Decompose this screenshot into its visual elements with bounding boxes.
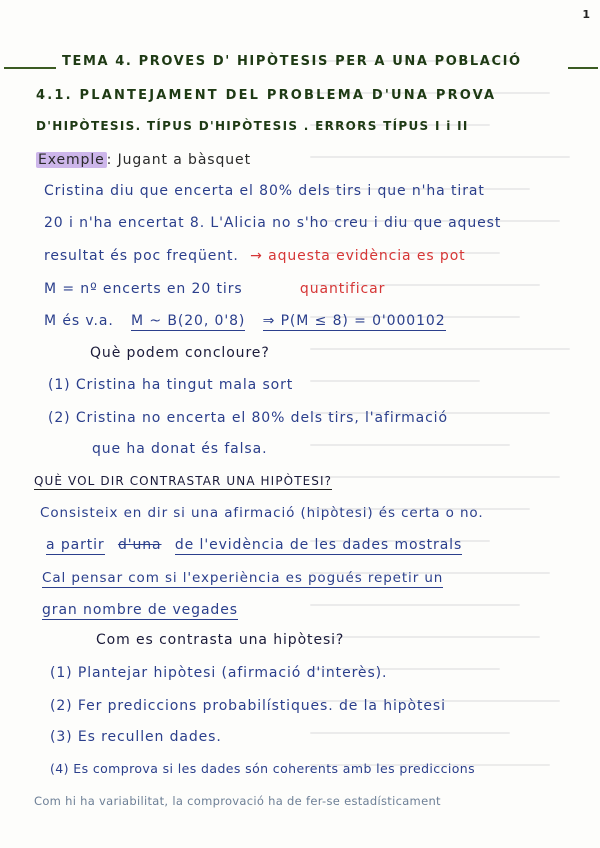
arrow-note: → aquesta evidència es pot (250, 248, 466, 264)
example-line6 (44, 313, 446, 329)
contrast-heading: QUÈ VOL DIR CONTRASTAR UNA HIPÒTESI? (34, 474, 333, 488)
example-line2: Cristina diu que encerta el 80% dels tirs i que n'ha tirat (44, 183, 485, 199)
title-rule-left (4, 67, 56, 69)
section-heading-line1: 4.1. PLANTEJAMENT DEL PROBLEMA D'UNA PROVA (36, 88, 497, 103)
step-3: (3) Es recullen dades. (50, 729, 222, 745)
page-title: TEMA 4. PROVES D' HIPÒTESIS PER A UNA POBLACIÓ (62, 54, 522, 69)
contrast-line3: Cal pensar com si l'experiència es pogués repetir un (42, 570, 444, 586)
random-variable-label: M és v.a. (44, 313, 114, 329)
bleed-through-lines (300, 60, 600, 800)
conclusion-1: (1) Cristina ha tingut mala sort (48, 377, 294, 393)
example-intro: : Jugant a bàsquet (106, 152, 251, 168)
example-line3: 20 i n'ha encertat 8. L'Alicia no s'ho creu i diu que aquest (44, 215, 502, 231)
step-2: (2) Fer prediccions probabilístiques. de la hipòtesi (50, 698, 446, 714)
contrast-line4: gran nombre de vegades (42, 602, 238, 618)
example-line1 (36, 152, 251, 168)
contrast-line2 (46, 537, 462, 553)
example-line5 (44, 281, 385, 297)
conclusion-2: (2) Cristina no encerta el 80% dels tirs, l'afirmació (48, 410, 448, 426)
binomial-model: M ~ B(20, 0'8) (131, 313, 246, 329)
section-heading-line2: D'HIPÒTESIS. TÍPUS D'HIPÒTESIS . ERRORS TÍPUS I i II (36, 119, 469, 133)
example-line4 (44, 248, 466, 264)
example-tag: Exemple (38, 152, 105, 168)
page-number: 1 (582, 8, 590, 21)
variable-definition: M = nº encerts en 20 tirs (44, 281, 243, 297)
how-question: Com es contrasta una hipòtesi? (96, 632, 345, 648)
probability-result: ⇒ P(M ≤ 8) = 0'000102 (262, 313, 446, 329)
step-1: (1) Plantejar hipòtesi (afirmació d'interès). (50, 665, 388, 681)
conclusion-2-cont: que ha donat és falsa. (92, 441, 268, 457)
title-rule-right (568, 67, 598, 69)
step-4: (4) Es comprova si les dades són coherents amb les prediccions (50, 761, 475, 776)
contrast-line2-a: a partir (46, 537, 105, 553)
quantify-note: quantificar (299, 281, 386, 297)
example-line4-text: resultat és poc freqüent. (44, 248, 239, 264)
conclude-question: Què podem concloure? (90, 345, 270, 361)
contrast-line1: Consisteix en dir si una afirmació (hipòtesi) és certa o no. (40, 505, 484, 521)
footer-note: Com hi ha variabilitat, la comprovació ha de fer-se estadísticament (34, 794, 441, 808)
struck-word: d'una (117, 537, 162, 553)
contrast-line2-b: de l'evidència de les dades mostrals (174, 537, 463, 553)
